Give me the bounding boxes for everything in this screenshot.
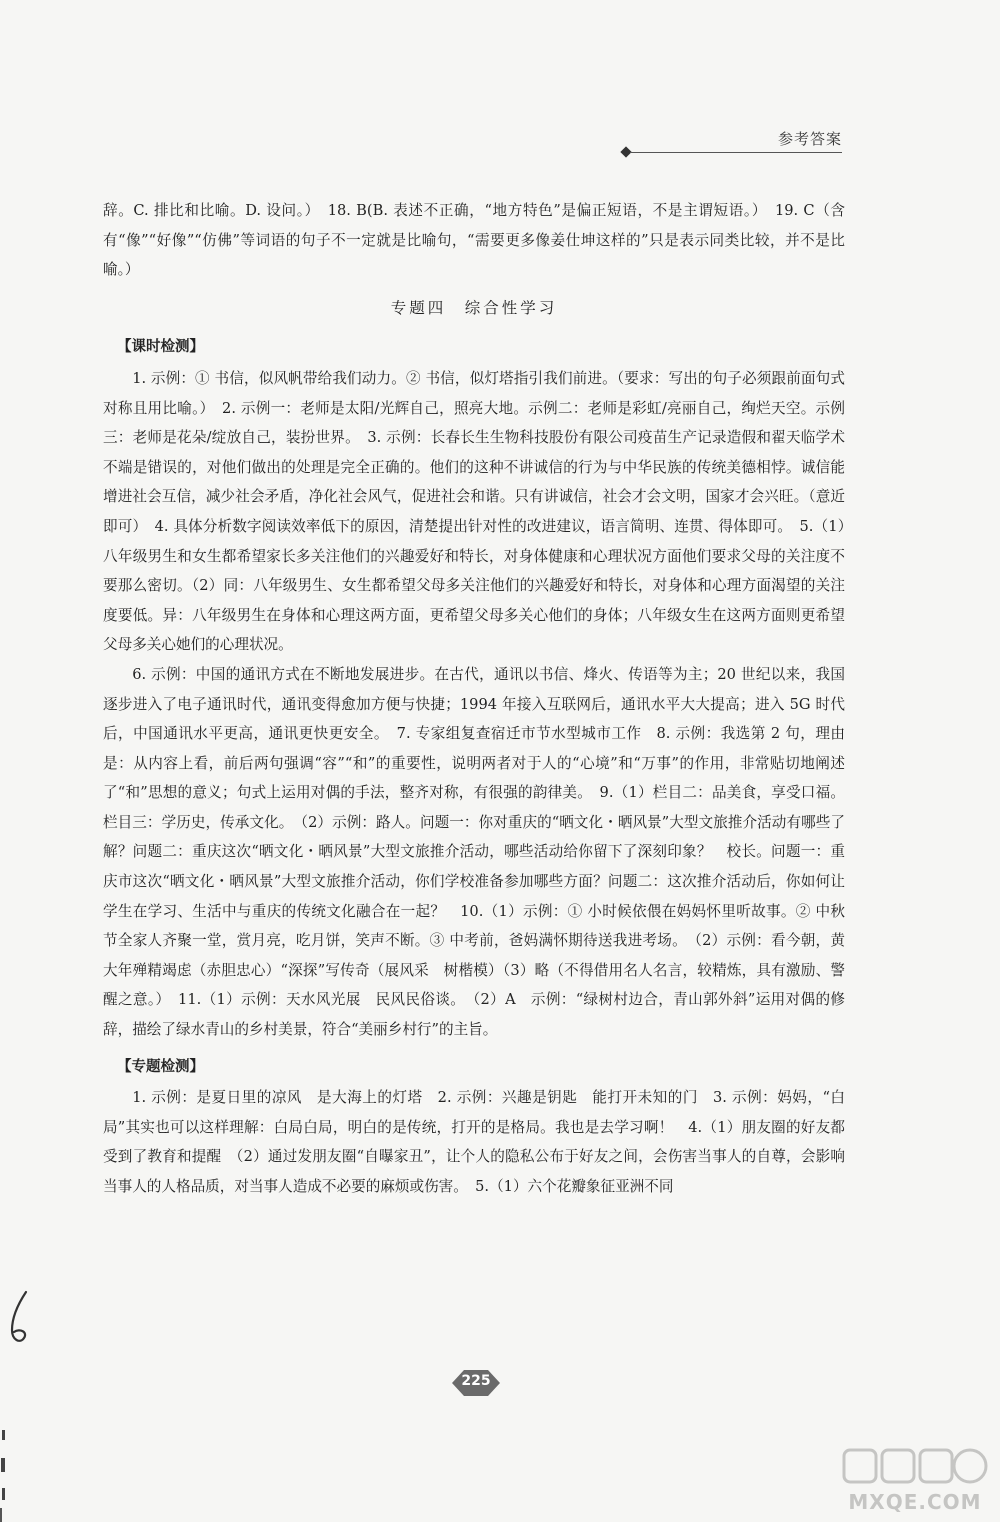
answer-content xyxy=(103,196,845,1202)
handwritten-mark-icon xyxy=(4,1290,34,1350)
watermark-text: MXQE.COM xyxy=(848,1490,982,1514)
running-header xyxy=(620,128,842,158)
lesson-check-paragraph-1: 1. 示例：① 书信，似风帆带给我们动力。② 书信，似灯塔指引我们前进。（要求：写出的句子必须跟前面句式对称且用比喻。） 2. 示例一：老师是太阳/光辉自己，照亮大地。示例二：老师是彩虹/亮丽自己，绚烂天空。示例三：老师是花朵/绽放自己，装扮世界。 3. 示例：长春长生生物科技股份有限公司疫苗生产记录造假和翟天临学术不端是错误的，对他们做出的处理是完全正确的。他们的这种不讲诚信的行为与中华民族的传统美德相悖。诚信能增进社会互信，减少社会矛盾，净化社会风气，促进社会和谐。只有讲诚信，社会才会文明，国家才会兴旺。（意近即可） 4. 具体分析数字阅读效率低下的原因，清楚提出针对性的改进建议，语言简明、连贯、得体即可。 5.（1）八年级男生和女生都希望家长多关注他们的兴趣爱好和特长，对身体健康和心理状况方面他们要求父母的关注度不要那么密切。（2）同：八年级男生、女生都希望父母多关注他们的兴趣爱好和特长，对身体和心理方面渴望的关注度要低。异：八年级男生在身体和心理这两方面，更希望父母多关心他们的身体；八年级女生在这两方面则更希望父母多关心她们的心理状况。 xyxy=(103,369,845,654)
section-title: 专题四 综合性学习 xyxy=(390,298,558,317)
page-number: 225 xyxy=(461,1373,491,1389)
header-rule xyxy=(630,152,842,153)
scan-edge-marks-icon xyxy=(0,1400,14,1522)
topic-check-paragraph-1: 1. 示例：是夏日里的凉风 是大海上的灯塔 2. 示例：兴趣是钥匙 能打开未知的门 3. 示例：妈妈，“白局”其实也可以这样理解：白局白局，明白的是传统，打开的是格局。我也是去学习啊！ 4.（1）朋友圈的好友都受到了教育和提醒 （2）通过发朋友圈“自曝家丑”，让个人的隐私公布于好友之间，会伤害当事人的自尊，会影响当事人的人格品质，对当事人造成不必要的麻烦或伤害。 5.（1）六个花瓣象征亚洲不同 xyxy=(103,1089,845,1195)
watermark xyxy=(840,1446,990,1516)
lesson-check-paragraph-2: 6. 示例：中国的通讯方式在不断地发展进步。在古代，通讯以书信、烽火、传语等为主；20 世纪以来，我国逐步进入了电子通讯时代，通讯变得愈加方便与快捷；1994 年接入互联网后，通讯水平大大提高；进入 5G 时代后，中国通讯水平更高，通讯更快更安全。 7. 专家组复查宿迁市节水型城市工作 8. 示例：我选第 2 句，理由是：从内容上看，前后两句强调“容”“和”的重要性，说明两者对于人的“心境”和“万事”的作用，非常贴切地阐述了“和”思想的意义；句式上运用对偶的手法，整齐对称，有很强的韵律美。 9.（1）栏目二：品美食，享受口福。栏目三：学历史，传承文化。 （2）示例：路人。问题一：你对重庆的“晒文化・晒风景”大型文旅推介活动有哪些了解？问题二：重庆这次“晒文化・晒风景”大型文旅推介活动，哪些活动给你留下了深刻印象？ 校长。问题一：重庆市这次“晒文化・晒风景”大型文旅推介活动，你们学校准备参加哪些方面？问题二：这次推介活动后，你如何让学生在学习、生活中与重庆的传统文化融合在一起？ 10.（1）示例：① 小时候依偎在妈妈怀里听故事。② 中秋节全家人齐聚一堂，赏月亮，吃月饼，笑声不断。③ 中考前，爸妈满怀期待送我进考场。 （2）示例：看今朝，黄大年殚精竭虑（赤胆忠心）“深探”写传奇（展风采 树楷模）（3）略（不得借用名人名言，较精炼，具有激励、警醒之意。） 11.（1）示例：天水风光展 民风民俗谈。 （2）A 示例：“绿树村边合，青山郭外斜”运用对偶的修辞，描绘了绿水青山的乡村美景，符合“美丽乡村行”的主旨。 xyxy=(103,665,845,1039)
intro-paragraph: 辞。C. 排比和比喻。D. 设问。） 18. B(B. 表述不正确，“地方特色”是偏正短语，不是主谓短语。） 19. C（含有“像”“好像”“仿佛”等词语的句子不一定就是比喻句，“需要更多像姜仕坤这样的”只是表示同类比较，并不是比喻。） xyxy=(103,202,845,279)
topic-check-heading: 【专题检测】 xyxy=(117,1058,204,1075)
header-label: 参考答案 xyxy=(777,130,842,148)
lesson-check-heading: 【课时检测】 xyxy=(117,339,204,356)
watermark-logo-icon xyxy=(840,1446,990,1490)
page-number-badge xyxy=(452,1370,500,1396)
